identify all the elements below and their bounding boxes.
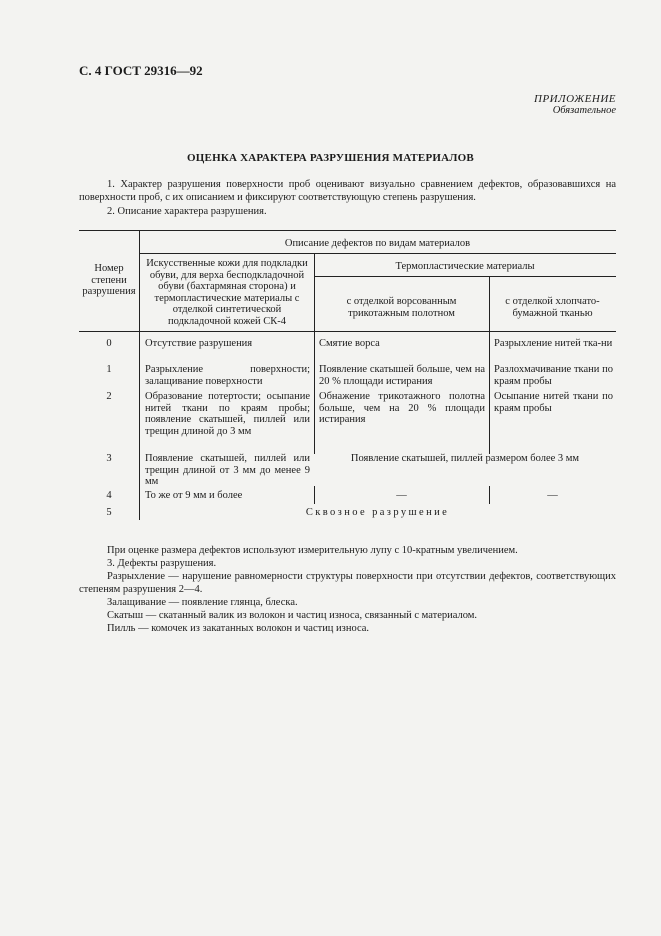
intro-paragraph-1: 1. Характер разрушения поверхности проб оценивают визуально сравнением дефектов, образовавшихся на поверхности проб, с их описанием и фиксируют соответствующую степень разрушения. bbox=[79, 179, 616, 203]
row0-cotton: Разрыхление нитей тка-ни bbox=[494, 338, 613, 349]
note-def-glazing: Залащивание — появление глянца, блеска. bbox=[107, 597, 298, 608]
appendix-title: ПРИЛОЖЕНИЕ bbox=[534, 93, 616, 105]
row1-number: 1 bbox=[106, 364, 112, 375]
vline-pile-upper bbox=[489, 276, 490, 454]
intro-paragraph-2: 2. Описание характера разрушения. bbox=[107, 206, 267, 217]
row2-number: 2 bbox=[106, 391, 112, 402]
col-header-cotton: с отделкой хлопчато-бумажной тканью bbox=[505, 296, 600, 319]
row4-leather: То же от 9 мм и более bbox=[145, 490, 243, 501]
group-header: Описание дефектов по видам материалов bbox=[284, 238, 471, 249]
row5-number: 5 bbox=[106, 507, 112, 518]
row4-pile: — bbox=[396, 490, 407, 501]
thermo-header: Термопластические материалы bbox=[395, 261, 535, 272]
note-def-roll: Скатыш — скатанный валик из волокон и частиц износа, связанный с материалом. bbox=[107, 610, 478, 621]
row1-leather: Разрыхление поверхности; залащивание поверхности bbox=[145, 364, 310, 387]
note-magnifier: При оценке размера дефектов используют измерительную лупу с 10-кратным увеличением. bbox=[107, 545, 518, 556]
row1-pile: Появление скатышей больше, чем на 20 % площади истирания bbox=[319, 364, 485, 387]
row2-cotton: Осыпание нитей ткани по краям пробы bbox=[494, 391, 613, 414]
note-def-loosening: Разрыхление — нарушение равномерности структуры поверхности при отсутствии дефектов, соответствующих степеням разрушения 2—4. bbox=[79, 571, 616, 595]
row3-leather: Появление скатышей, пиллей или трещин длиной от 3 мм до менее 9 мм bbox=[145, 453, 310, 487]
vline-number bbox=[139, 230, 140, 520]
row1-cotton: Разлохмачивание ткани по краям пробы bbox=[494, 364, 613, 387]
col-header-pile: с отделкой ворсованным трикотажным полотном bbox=[346, 296, 457, 319]
row0-leather: Отсутствие разрушения bbox=[145, 338, 253, 349]
table-header-bottom-rule bbox=[79, 331, 616, 332]
note-defects-heading: 3. Дефекты разрушения. bbox=[107, 558, 217, 569]
row2-pile: Обнажение трикотажного полотна больше, чем на 20 % площади истирания bbox=[319, 391, 485, 425]
note-def-pill: Пилль — комочек из закатанных волокон и частиц износа. bbox=[107, 623, 370, 634]
row3-thermo-merged: Появление скатышей, пиллей размером более 3 мм bbox=[350, 453, 580, 464]
row0-number: 0 bbox=[106, 338, 112, 349]
table-top-rule bbox=[79, 230, 616, 231]
vline-leather-upper bbox=[314, 253, 315, 454]
page-header: С. 4 ГОСТ 29316—92 bbox=[79, 63, 203, 78]
row3-number: 3 bbox=[106, 453, 112, 464]
row4-number: 4 bbox=[106, 490, 112, 501]
row2-leather: Образование потертости; осыпание нитей ткани по краям пробы; появление скатышей, пиллей или трещин длиной до 3 мм bbox=[145, 391, 310, 437]
document-title: ОЦЕНКА ХАРАКТЕРА РАЗРУШЕНИЯ МАТЕРИАЛОВ bbox=[187, 152, 474, 164]
row0-pile: Смятие ворса bbox=[319, 338, 380, 349]
group-header-rule bbox=[139, 253, 616, 254]
row4-cotton: — bbox=[547, 490, 558, 501]
thermo-header-rule bbox=[314, 276, 616, 277]
appendix-subtitle: Обязательное bbox=[552, 105, 616, 116]
row5-merged: Сквозное разрушение bbox=[305, 507, 450, 518]
col-header-number: Номер степени разрушения bbox=[82, 263, 136, 297]
col-header-leather: Искусственные кожи для подкладки обуви, для верха бесподкладочной обуви (бахтармяная сторона) и термопластические материалы с отделкой синтетической подкладочной кожей СК-4 bbox=[146, 258, 308, 327]
